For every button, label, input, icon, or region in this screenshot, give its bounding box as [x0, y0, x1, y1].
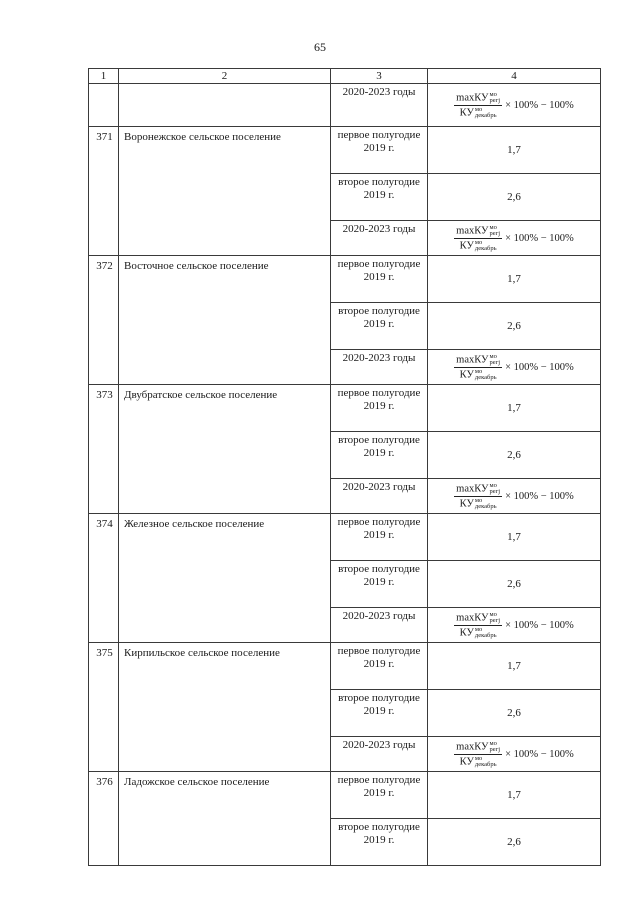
value-first-half: 1,7 [428, 256, 601, 303]
period-first-half: первое полугодие 2019 г. [331, 514, 428, 561]
row-number: 375 [89, 643, 119, 772]
value-second-half: 2,6 [428, 174, 601, 221]
table-row [89, 127, 601, 174]
period-range: 2020-2023 годы [331, 737, 428, 772]
table-row [89, 643, 601, 690]
page-number: 65 [314, 40, 326, 54]
formula-tail: × 100% − 100% [505, 99, 574, 111]
period-second-half: второе полугодие 2019 г. [331, 561, 428, 608]
growth-formula [428, 483, 600, 510]
period-first-half: первое полугодие 2019 г. [331, 256, 428, 303]
settlement-name: Двубратское сельское поселение [119, 385, 331, 514]
row-number: 374 [89, 514, 119, 643]
period-second-half: второе полугодие 2019 г. [331, 174, 428, 221]
formula-cell [428, 737, 601, 772]
formula-numerator: maxКУ мо регj [456, 610, 501, 624]
continuation-row [89, 84, 601, 127]
formula-numerator: maxКУ мо регj [456, 352, 501, 366]
formula-denominator: КУ мо декабрь [459, 238, 497, 252]
settlement-name: Железное сельское поселение [119, 514, 331, 643]
row-number: 372 [89, 256, 119, 385]
settlement-name: Кирпильское сельское поселение [119, 643, 331, 772]
growth-formula [428, 225, 600, 252]
table-row [89, 256, 601, 303]
formula-numerator: maxКУ мо регj [456, 739, 501, 753]
value-second-half: 2,6 [428, 432, 601, 479]
formula-denominator: КУ мо декабрь [459, 754, 497, 768]
formula-numerator: maxКУ мо регj [456, 90, 501, 104]
period-second-half: второе полугодие 2019 г. [331, 819, 428, 866]
row-number [89, 84, 119, 127]
row-number: 371 [89, 127, 119, 256]
formula-denominator: КУ мо декабрь [459, 367, 497, 381]
formula-cell [428, 221, 601, 256]
table-row [89, 385, 601, 432]
header-cell-1: 1 [89, 69, 119, 84]
value-second-half: 2,6 [428, 303, 601, 350]
formula-denominator: КУ мо декабрь [459, 105, 497, 119]
header-cell-2: 2 [119, 69, 331, 84]
formula-cell [428, 608, 601, 643]
header-row [89, 69, 601, 84]
formula-numerator: maxКУ мо регj [456, 223, 501, 237]
formula-fraction [454, 612, 502, 639]
period-second-half: второе полугодие 2019 г. [331, 303, 428, 350]
value-first-half: 1,7 [428, 643, 601, 690]
row-number: 373 [89, 385, 119, 514]
formula-fraction [454, 225, 502, 252]
value-first-half: 1,7 [428, 127, 601, 174]
growth-formula [428, 612, 600, 639]
value-second-half: 2,6 [428, 690, 601, 737]
period-first-half: первое полугодие 2019 г. [331, 385, 428, 432]
period-second-half: второе полугодие 2019 г. [331, 690, 428, 737]
table-row [89, 772, 601, 819]
period-first-half: первое полугодие 2019 г. [331, 127, 428, 174]
period-range: 2020-2023 годы [331, 350, 428, 385]
formula-tail: × 100% − 100% [505, 619, 574, 631]
formula-cell [428, 84, 601, 127]
formula-tail: × 100% − 100% [505, 361, 574, 373]
growth-formula [428, 354, 600, 381]
value-second-half: 2,6 [428, 819, 601, 866]
growth-formula [428, 741, 600, 768]
settlement-name: Ладожское сельское поселение [119, 772, 331, 866]
formula-denominator: КУ мо декабрь [459, 625, 497, 639]
row-number: 376 [89, 772, 119, 866]
formula-fraction [454, 483, 502, 510]
formula-numerator: maxКУ мо регj [456, 481, 501, 495]
formula-denominator: КУ мо декабрь [459, 496, 497, 510]
value-first-half: 1,7 [428, 385, 601, 432]
value-second-half: 2,6 [428, 561, 601, 608]
settlement-name: Восточное сельское поселение [119, 256, 331, 385]
period-range: 2020-2023 годы [331, 608, 428, 643]
settlement-name: Воронежское сельское поселение [119, 127, 331, 256]
period-range: 2020-2023 годы [331, 479, 428, 514]
growth-formula [428, 92, 600, 119]
table-row [89, 514, 601, 561]
period-range: 2020-2023 годы [331, 84, 428, 127]
period-range: 2020-2023 годы [331, 221, 428, 256]
tariff-table [88, 68, 601, 866]
settlement-name [119, 84, 331, 127]
formula-fraction [454, 741, 502, 768]
formula-tail: × 100% − 100% [505, 490, 574, 502]
period-first-half: первое полугодие 2019 г. [331, 772, 428, 819]
formula-fraction [454, 354, 502, 381]
formula-cell [428, 350, 601, 385]
formula-tail: × 100% − 100% [505, 748, 574, 760]
period-first-half: первое полугодие 2019 г. [331, 643, 428, 690]
value-first-half: 1,7 [428, 772, 601, 819]
formula-fraction [454, 92, 502, 119]
value-first-half: 1,7 [428, 514, 601, 561]
formula-tail: × 100% − 100% [505, 232, 574, 244]
formula-cell [428, 479, 601, 514]
period-second-half: второе полугодие 2019 г. [331, 432, 428, 479]
header-cell-3: 3 [331, 69, 428, 84]
header-cell-4: 4 [428, 69, 601, 84]
